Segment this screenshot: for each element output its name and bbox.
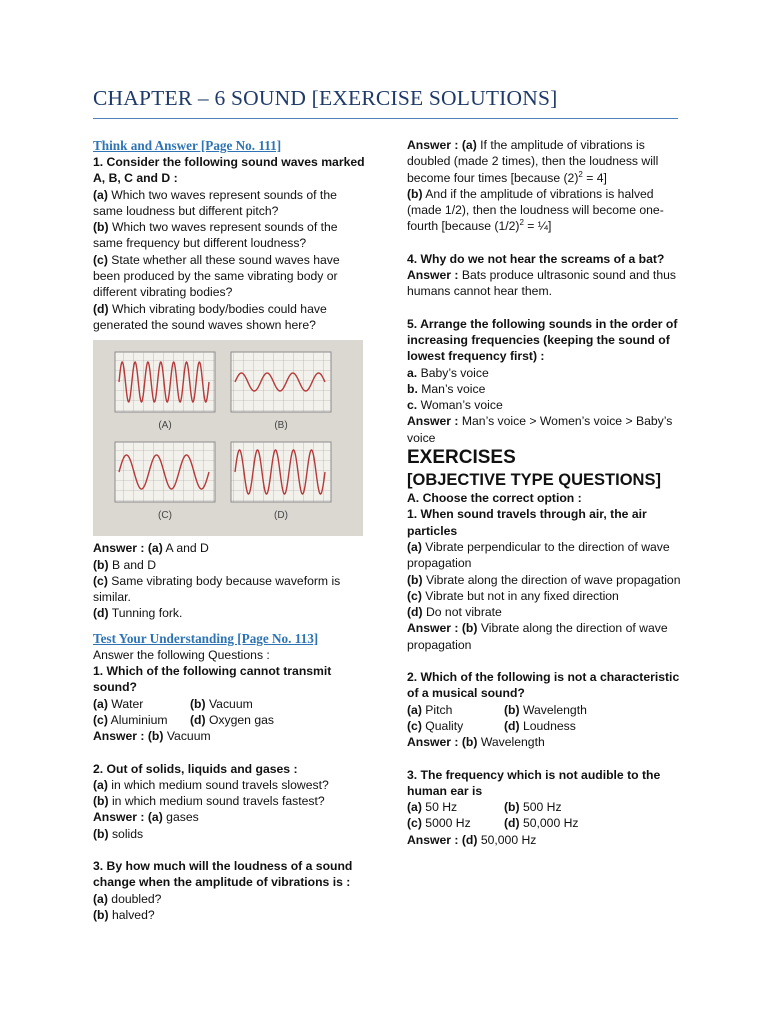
question-part: (b) Which two waves represent sounds of the same frequency but different loudness?	[93, 220, 338, 251]
option-row: (a) Pitch (b) Wavelength	[407, 702, 587, 717]
answer-line: Answer : Man’s voice > Women’s voice > Baby’s voice	[407, 414, 673, 445]
answer-line: Answer : (a) A and D	[93, 541, 209, 556]
answer-line: Answer : (b) Vacuum	[93, 729, 211, 744]
question-part: (c) State whether all these sound waves have been produced by the same vibrating body or different vibrating bodies?	[93, 252, 340, 300]
question-part: (a) Vibrate perpendicular to the direction of wave propagation	[407, 539, 670, 571]
figure-label-a: (A)	[158, 420, 172, 432]
question-text: 3. By how much will the loudness of a sound change when the amplitude of vibrations is :	[93, 859, 353, 890]
question-text: 1. Which of the following cannot transmit sound?	[93, 664, 332, 695]
answer-line: Answer : (a) If the amplitude of vibrations is doubled (made 2 times), then the loudness will become four times [because $(2)^2 = 4$]	[407, 138, 659, 185]
question-text: 4. Why do we not hear the screams of a bat?	[407, 251, 665, 266]
option-row: (c) 5000 Hz (d) 50,000 Hz	[407, 816, 579, 831]
answer-line: (b) solids	[93, 826, 144, 841]
answer-line: Answer : (a) gases	[93, 810, 199, 825]
answer-line: (c) Same vibrating body because waveform is similar.	[93, 573, 341, 605]
answer-line: Answer : (b) Wavelength	[407, 735, 545, 750]
question-part: (b) in which medium sound travels fastest?	[93, 794, 325, 809]
option-row: (c) Aluminium (d) Oxygen gas	[93, 712, 274, 727]
question-text: 1. Consider the following sound waves marked A, B, C and D :	[93, 155, 365, 186]
question-text: 2. Out of solids, liquids and gases :	[93, 761, 298, 776]
right-column	[407, 137, 687, 848]
intro-text: Answer the following Questions :	[93, 647, 270, 662]
question-text: 3. The frequency which is not audible to the human ear is	[407, 767, 661, 798]
exercises-heading: EXERCISES	[407, 447, 516, 469]
question-part: (d) Do not vibrate	[407, 605, 502, 620]
section-heading-test-your-understanding: Test Your Understanding [Page No. 113]	[93, 630, 319, 646]
figure-label-b: (B)	[274, 420, 288, 432]
answer-line: (b) B and D	[93, 557, 156, 572]
page-title: CHAPTER – 6 SOUND [EXERCISE SOLUTIONS]	[93, 86, 558, 110]
question-part: (a) doubled?	[93, 891, 162, 906]
answer-line: Answer : Bats produce ultrasonic sound and thus humans cannot hear them.	[407, 268, 676, 299]
answer-line: (b) And if the amplitude of vibrations is halved (made 1/2), then the loudness will become one-fourth [because $(1/2)^2$ = ¼]	[407, 186, 664, 234]
question-text: 2. Which of the following is not a characteristic of a musical sound?	[407, 670, 680, 701]
answer-line: Answer : (b) Vibrate along the direction of wave propagation	[407, 621, 668, 652]
question-text: 5. Arrange the following sounds in the order of increasing frequencies (keeping the sound of lowest frequency first) :	[407, 316, 678, 364]
figure-label-d: (D)	[274, 510, 288, 522]
option-row: (a) 50 Hz (b) 500 Hz	[407, 800, 562, 815]
part-heading: A. Choose the correct option :	[407, 491, 582, 506]
option-row: (a) Water (b) Vacuum	[93, 696, 253, 711]
question-text: 1. When sound travels through air, the air particles	[407, 507, 647, 538]
sound-waves-svg	[93, 340, 363, 536]
question-part: (c) Vibrate but not in any fixed direction	[407, 588, 619, 603]
question-part: b. Man’s voice	[407, 381, 486, 396]
left-column	[93, 137, 365, 923]
figure-label-c: (C)	[158, 510, 172, 522]
section-heading-think-and-answer: Think and Answer [Page No. 111]	[93, 138, 282, 153]
question-part: (a) in which medium sound travels slowest?	[93, 777, 329, 792]
objective-heading: [OBJECTIVE TYPE QUESTIONS]	[407, 471, 661, 490]
question-part: (d) Which vibrating body/bodies could have generated the sound waves shown here?	[93, 301, 327, 332]
question-part: (b) Vibrate along the direction of wave propagation	[407, 572, 681, 587]
sound-waves-figure	[93, 340, 363, 536]
question-part: a. Baby’s voice	[407, 365, 489, 380]
question-part: (b) halved?	[93, 907, 155, 922]
question-part: c. Woman’s voice	[407, 398, 503, 413]
answer-line: (d) Tunning fork.	[93, 606, 183, 621]
title-divider	[93, 118, 678, 119]
answer-line: Answer : (d) 50,000 Hz	[407, 832, 537, 847]
option-row: (c) Quality (d) Loudness	[407, 718, 576, 733]
question-part: (a) Which two waves represent sounds of the same loudness but different pitch?	[93, 187, 337, 218]
